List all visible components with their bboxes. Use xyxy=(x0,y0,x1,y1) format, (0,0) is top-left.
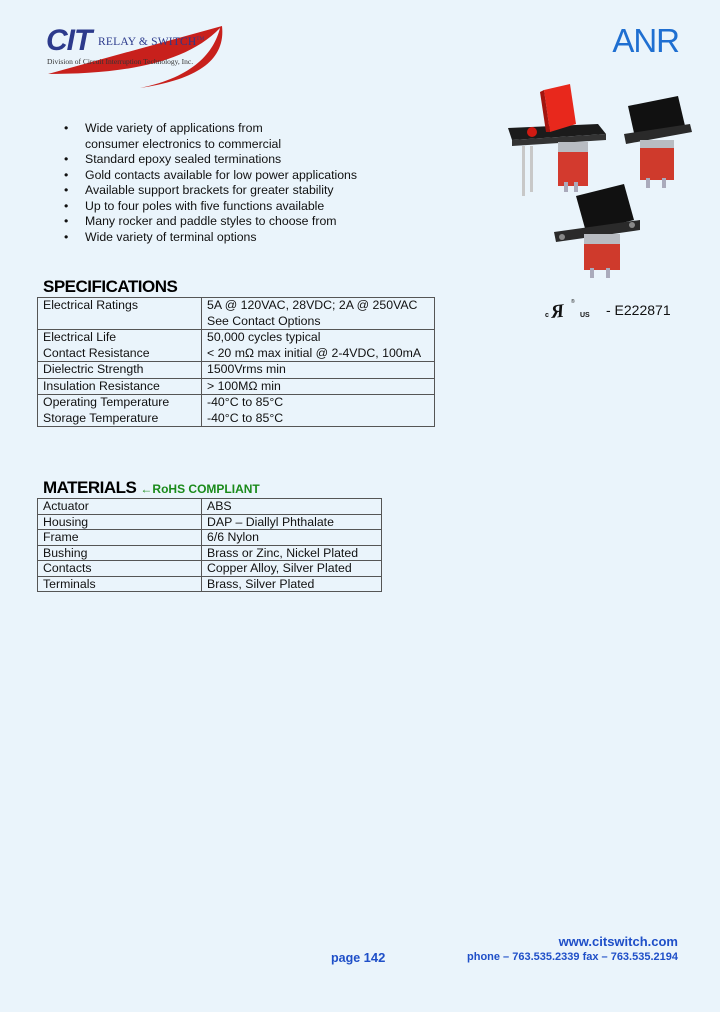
rohs-compliant-note: ←RoHS COMPLIANT xyxy=(140,482,260,496)
spec-label xyxy=(38,362,202,379)
svg-text:US: US xyxy=(580,312,590,319)
material-value: Brass, Silver Plated xyxy=(202,576,382,592)
spec-row xyxy=(38,362,435,379)
material-row xyxy=(38,545,382,561)
switch-red-paddle-image xyxy=(508,84,606,196)
switch-black-rocker-image xyxy=(624,96,692,188)
spec-label-line: Storage Temperature xyxy=(43,410,159,425)
spec-label xyxy=(38,395,202,427)
spec-label-line: Operating Temperature xyxy=(43,395,170,409)
spec-row xyxy=(38,298,435,330)
specifications-table xyxy=(37,297,435,427)
material-value: 6/6 Nylon xyxy=(202,530,382,546)
material-label: Contacts xyxy=(38,561,202,577)
spec-label-line: Electrical Ratings xyxy=(43,298,138,312)
spec-value xyxy=(202,395,435,427)
spec-value xyxy=(202,298,435,330)
spec-value-line: 50,000 cycles typical xyxy=(207,330,321,344)
bullet-icon: • xyxy=(64,152,69,166)
feature-item xyxy=(62,214,357,230)
material-label: Frame xyxy=(38,530,202,546)
spec-value-line: 1500Vrms min xyxy=(207,362,286,376)
feature-item xyxy=(62,183,357,199)
material-label: Terminals xyxy=(38,576,202,592)
spec-label-line: Electrical Life xyxy=(43,330,117,344)
feature-item xyxy=(62,199,357,215)
product-code: ANR xyxy=(612,22,679,59)
bullet-icon: • xyxy=(64,183,69,197)
bullet-icon: • xyxy=(64,198,69,213)
spec-label xyxy=(38,298,202,330)
spec-value-line: > 100MΩ min xyxy=(207,378,281,393)
feature-text: Wide variety of applications from xyxy=(85,121,263,135)
feature-item xyxy=(62,152,357,168)
material-row xyxy=(38,499,382,515)
feature-list xyxy=(62,121,357,245)
bullet-icon: • xyxy=(64,121,69,135)
svg-text:®: ® xyxy=(571,299,575,305)
spec-value-line: -40°C to 85°C xyxy=(207,410,284,425)
product-photo xyxy=(500,72,700,292)
logo-relay-switch: RELAY & SWITCH™ xyxy=(98,36,205,48)
material-row xyxy=(38,561,382,577)
materials-heading: MATERIALS ←RoHS COMPLIANT xyxy=(43,478,260,497)
spec-row xyxy=(38,395,435,427)
feature-text: Gold contacts available for low power applications xyxy=(85,167,358,182)
logo-cit: CIT xyxy=(46,24,92,57)
feature-text: Up to four poles with five functions available xyxy=(85,198,325,213)
material-value: Copper Alloy, Silver Plated xyxy=(202,561,382,577)
spec-value-line: -40°C to 85°C xyxy=(207,395,284,409)
feature-item xyxy=(62,230,357,246)
bullet-icon: • xyxy=(64,229,69,244)
spec-label xyxy=(38,378,202,395)
svg-text:Я: Я xyxy=(550,300,566,323)
spec-value xyxy=(202,378,435,395)
material-row xyxy=(38,576,382,592)
bullet-icon: • xyxy=(64,167,69,182)
spec-row xyxy=(38,330,435,362)
spec-label-line: Dielectric Strength xyxy=(43,362,144,376)
feature-item xyxy=(62,168,357,184)
material-row xyxy=(38,530,382,546)
feature-text: Many rocker and paddle styles to choose from xyxy=(85,214,337,228)
website-link[interactable]: www.citswitch.com xyxy=(558,934,678,949)
material-label: Housing xyxy=(38,514,202,530)
spec-row xyxy=(38,378,435,395)
feature-item xyxy=(62,137,357,153)
spec-label xyxy=(38,330,202,362)
material-label: Actuator xyxy=(38,499,202,515)
spec-value-line: See Contact Options xyxy=(207,313,321,328)
specifications-heading: SPECIFICATIONS xyxy=(43,277,178,296)
svg-text:c: c xyxy=(545,312,549,319)
ul-file-number: - E222871 xyxy=(606,302,671,318)
spec-value xyxy=(202,362,435,379)
spec-label-line: Contact Resistance xyxy=(43,345,150,360)
spec-value-line: < 20 mΩ max initial @ 2-4VDC, 100mA xyxy=(207,345,422,360)
ul-recognized-icon xyxy=(545,297,595,323)
switch-black-rocker-bracket-image xyxy=(554,184,640,278)
spec-value-line: 5A @ 120VAC, 28VDC; 2A @ 250VAC xyxy=(207,298,418,312)
company-logo xyxy=(44,22,234,92)
contact-info: phone – 763.535.2339 fax – 763.535.2194 xyxy=(467,951,678,963)
feature-text: Standard epoxy sealed terminations xyxy=(85,152,282,166)
bullet-icon: • xyxy=(64,214,69,228)
material-value: Brass or Zinc, Nickel Plated xyxy=(202,545,382,561)
material-value: ABS xyxy=(202,499,382,515)
feature-item xyxy=(62,121,357,137)
spec-label-line: Insulation Resistance xyxy=(43,378,160,393)
logo-division-text: Division of Circuit Interruption Technology, Inc. xyxy=(47,57,194,66)
feature-text: consumer electronics to commercial xyxy=(85,136,282,151)
material-row xyxy=(38,514,382,530)
material-value: DAP – Diallyl Phthalate xyxy=(202,514,382,530)
material-label: Bushing xyxy=(38,545,202,561)
materials-table xyxy=(37,498,382,592)
feature-text: Available support brackets for greater stability xyxy=(85,183,334,197)
page-number: page 142 xyxy=(331,950,386,965)
spec-value xyxy=(202,330,435,362)
feature-text: Wide variety of terminal options xyxy=(85,229,257,244)
